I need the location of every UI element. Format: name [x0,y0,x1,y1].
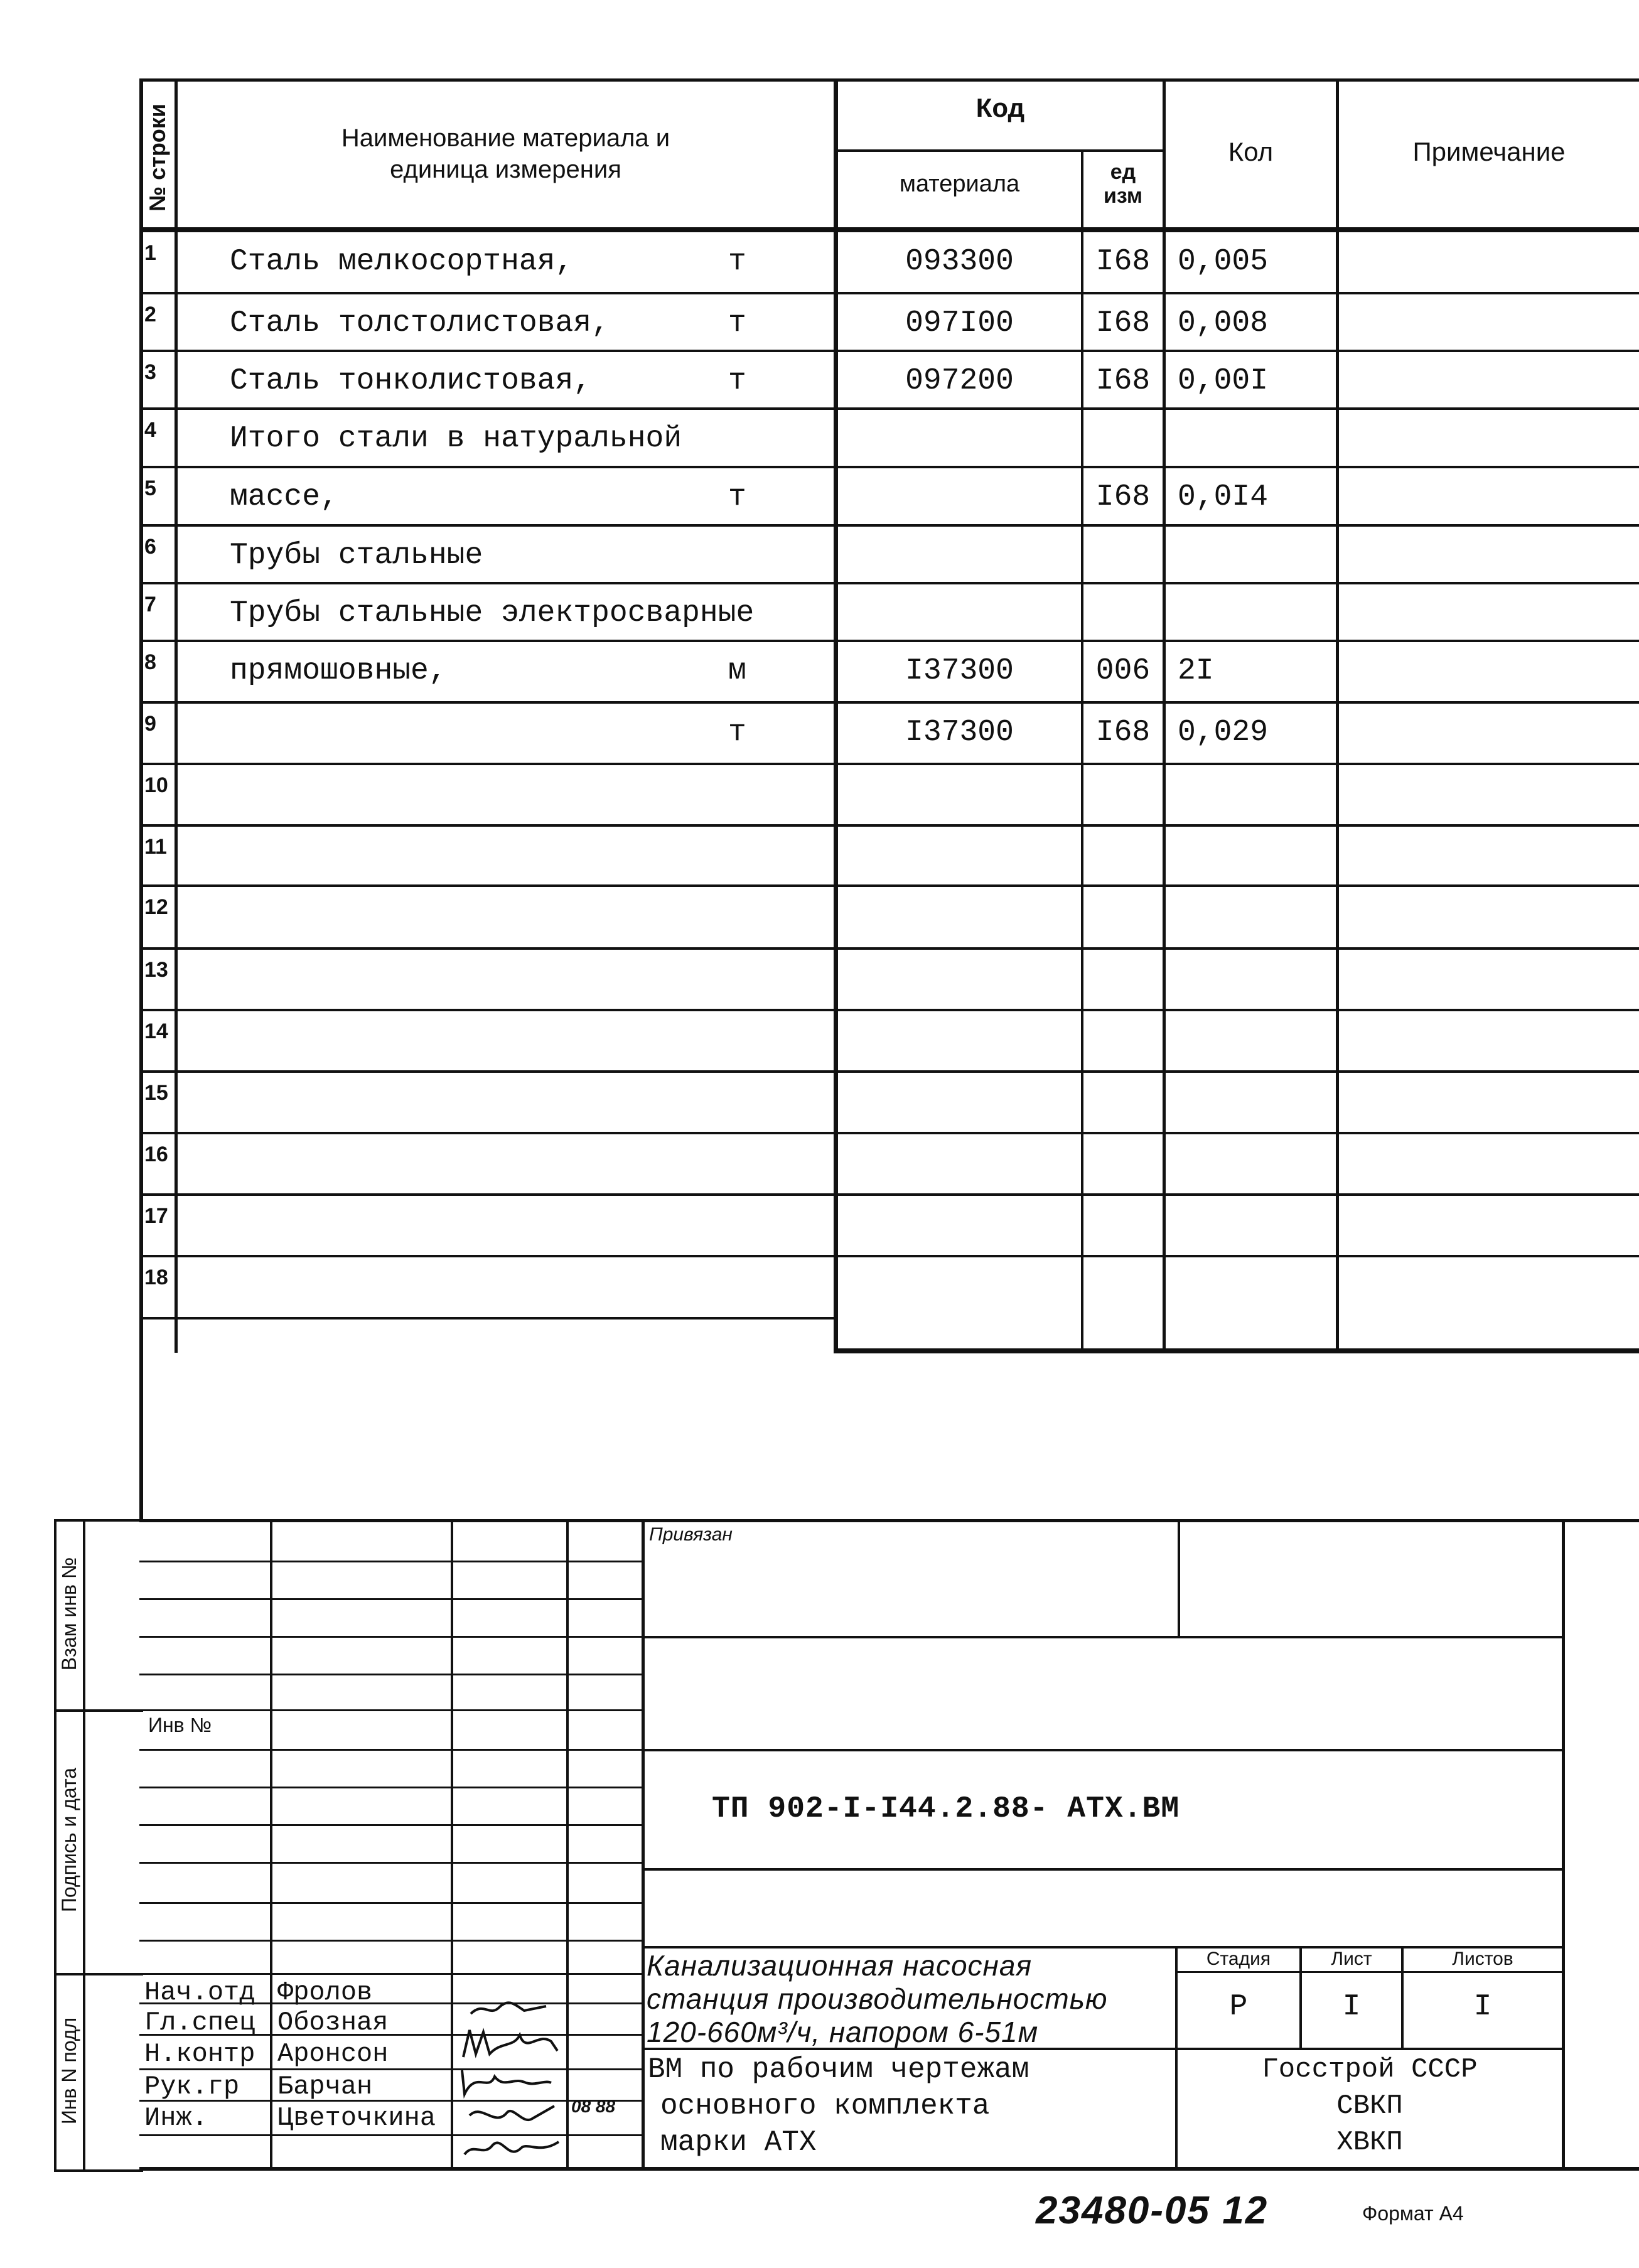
header-note: Примечание [1412,137,1566,166]
signer-role: Гл.спец [144,2007,255,2038]
row-name: Сталь толстолистовая, [230,306,610,340]
row-number: 7 [144,593,156,616]
inv-no-label: Инв № [148,1714,212,1736]
row-number: 4 [144,418,156,442]
signature-3 [457,2064,557,2102]
signer-role: Н.контр [144,2039,255,2069]
format-label: Формат А4 [1362,2202,1464,2225]
signer-name: Аронсон [277,2039,389,2069]
row-code: I37300 [905,716,1014,750]
org-block: Госстрой СССР СВКП ХВКП [1262,2054,1478,2158]
signature-1 [465,1989,559,2026]
row-number: 13 [144,958,168,982]
row-qty: 0,008 [1178,306,1269,340]
row-qty: 0,0I4 [1178,480,1269,514]
row-name: Трубы стальные [230,539,483,572]
row-qty: 2I [1178,654,1214,688]
signature-2 [457,2023,564,2066]
side-podpis-data: Подпись и дата [58,1767,80,1913]
row-number: 3 [144,360,156,384]
row-unit: т [728,306,746,340]
row-number: 11 [144,835,167,859]
row-unit-code: I68 [1095,245,1151,279]
row-number: 16 [144,1142,168,1166]
side-inv-podl: Инв N подл [58,2017,80,2125]
sheets-value: I [1473,1990,1492,2024]
header-name: Наименование материала и единица измерения [341,124,670,183]
row-name: прямошовные, [230,654,447,688]
row-unit: т [728,480,746,514]
side-vzam-inv: Взам инв № [58,1557,80,1671]
stage-value: Р [1229,1990,1248,2024]
row-qty: 0,00I [1178,364,1269,398]
row-unit: т [728,245,746,279]
row-code: I37300 [905,654,1014,688]
signer-name: Барчан [277,2072,373,2102]
row-number: 8 [144,650,156,674]
signer-name: Цветочкина [277,2103,436,2133]
row-number: 10 [144,773,168,797]
row-number: 9 [144,712,156,736]
archive-number: 23480-05 12 [1036,2189,1269,2232]
row-unit: т [728,716,746,750]
row-number: 18 [144,1266,168,1289]
row-number: 5 [144,476,156,500]
row-qty: 0,029 [1178,716,1269,750]
row-unit-code: 006 [1095,654,1151,688]
row-unit-code: I68 [1095,480,1151,514]
row-name: Сталь мелкосортная, [230,245,574,279]
signature-4 [463,2097,564,2134]
stage-label: Стадия [1206,1948,1271,1969]
document-code: ТП 902-I-I44.2.88- АТХ.ВМ [712,1792,1180,1826]
privyazan-label: Привязан [649,1524,733,1545]
sheet-label: Лист [1331,1948,1372,1969]
header-row-no: № строки [144,104,170,212]
signer-role: Нач.отд [144,1977,255,2007]
row-unit-code: I68 [1095,364,1151,398]
row-number: 14 [144,1019,168,1043]
signer-role: Рук.гр [144,2072,240,2102]
row-unit-code: I68 [1095,716,1151,750]
header-code-material: материала [899,171,1020,197]
row-name: Трубы стальные электросварные [230,596,755,630]
row-unit-code: I68 [1095,306,1151,340]
row-code: 097I00 [905,306,1014,340]
row-qty: 0,005 [1178,245,1269,279]
row-number: 1 [144,241,156,265]
row-number: 15 [144,1081,168,1105]
row-name: Итого стали в натуральной [230,422,682,456]
sign-date: 08 88 [571,2097,616,2116]
project-title: Канализационная насосная станция производительностью 120-660м³/ч, напором 6-51м [647,1949,1108,2048]
row-code: 097200 [905,364,1014,398]
row-number: 2 [144,303,156,326]
row-code: 093300 [905,245,1014,279]
signer-name: Фролов [277,1977,373,2007]
row-unit: т [728,364,746,398]
row-number: 12 [144,895,168,919]
doc-title: ВМ по рабочим чертежам основного комплекта марки АТХ [648,2053,1029,2159]
header-qty: Кол [1228,137,1274,166]
signer-name: Обозная [277,2007,389,2038]
row-name: массе, [230,480,338,514]
row-number: 6 [144,535,156,559]
header-code-unit: ед изм [1103,160,1143,208]
signer-role: Инж. [144,2103,208,2133]
sheet-value: I [1342,1990,1361,2024]
header-code: Код [975,93,1025,122]
signature-5 [458,2129,565,2167]
row-unit: м [728,654,746,688]
row-name: Сталь тонколистовая, [230,364,592,398]
sheets-label: Листов [1452,1948,1513,1969]
row-number: 17 [144,1204,168,1228]
